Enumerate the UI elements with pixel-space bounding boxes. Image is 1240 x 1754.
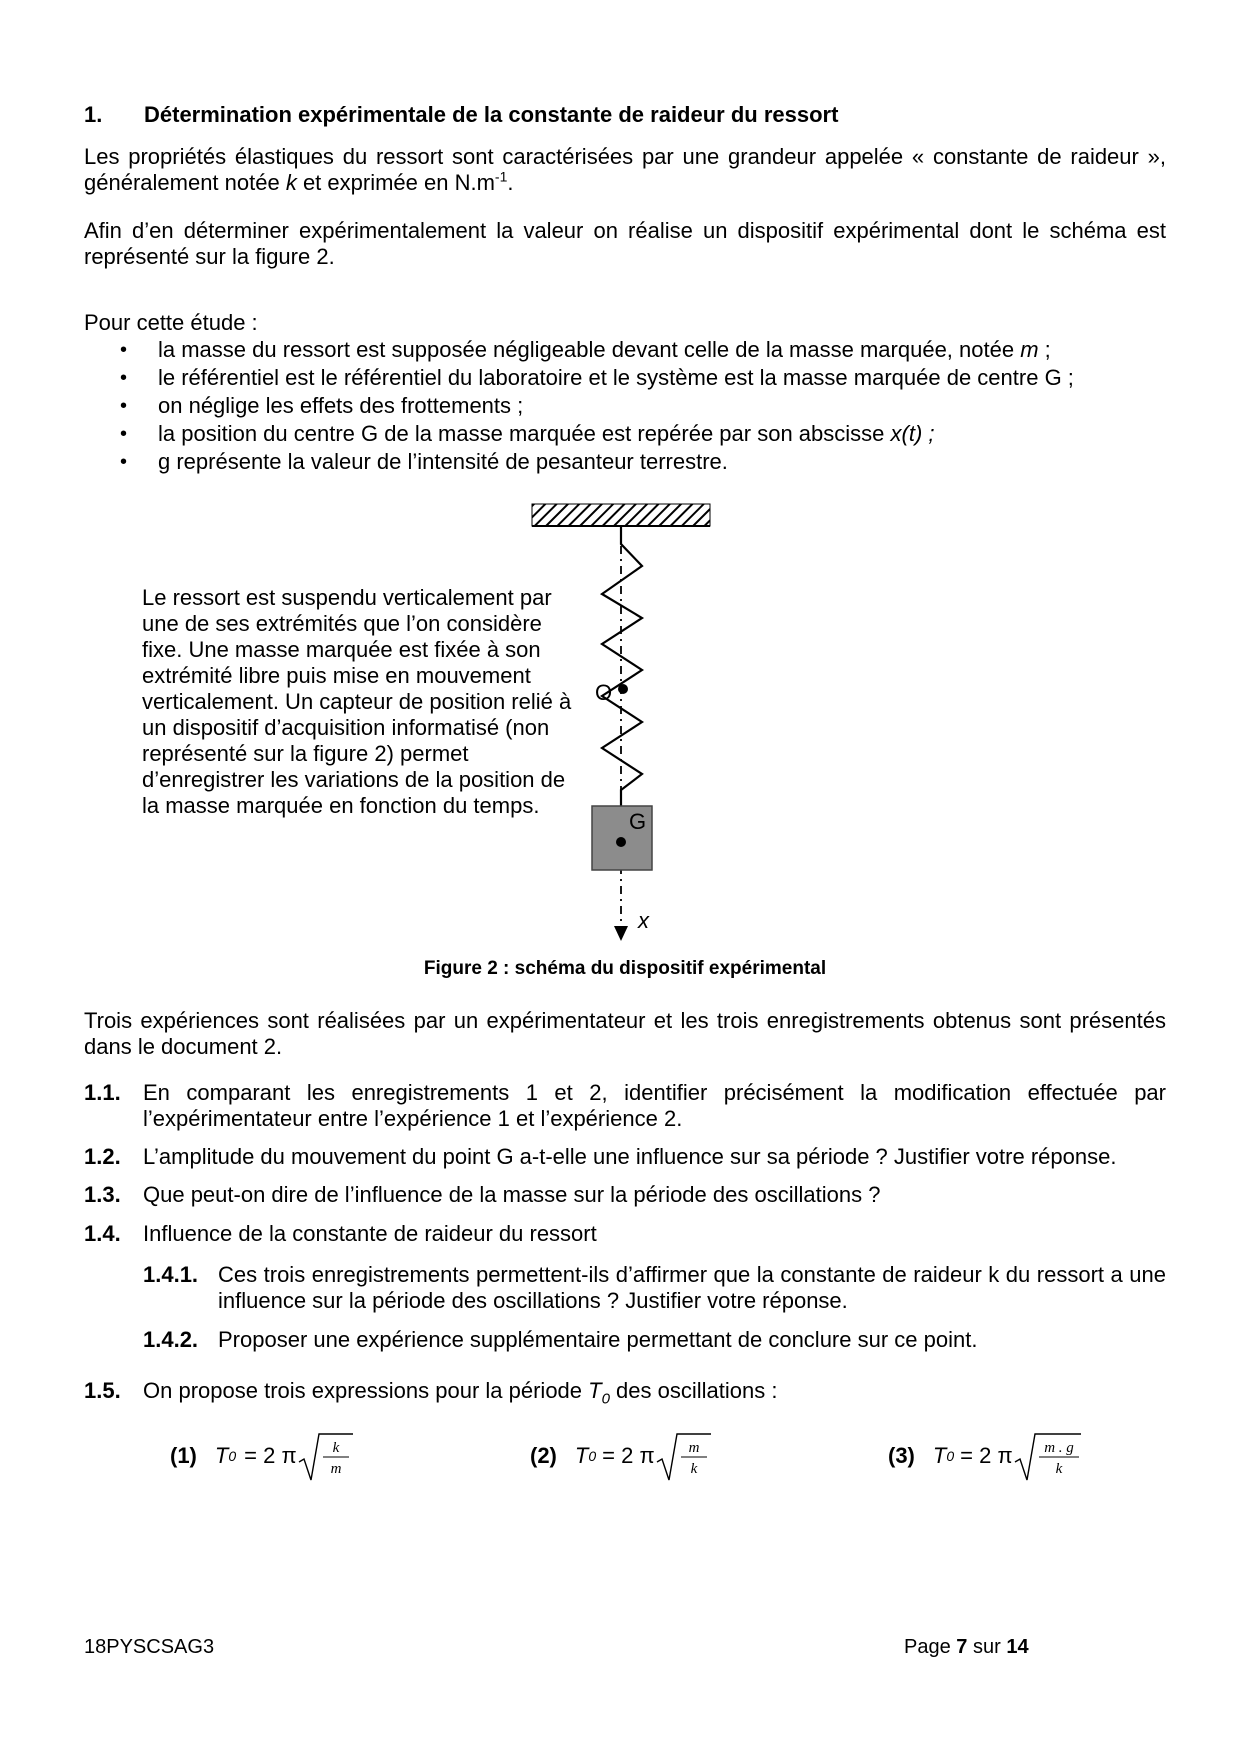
section-title-text: Détermination expérimentale de la constante de raideur du ressort xyxy=(144,102,839,127)
formula-label: (2) xyxy=(530,1443,557,1468)
formula-label: (1) xyxy=(170,1443,197,1468)
formula-sub: 0 xyxy=(228,1448,237,1464)
list-item: • la position du centre G de la masse marquée est repérée par son abscisse x(t) ; xyxy=(120,420,1180,448)
sqrt-fraction xyxy=(1013,1428,1083,1484)
svg-text:m: m xyxy=(330,1461,342,1477)
list-item: • la masse du ressort est supposée négligeable devant celle de la masse marquée, notée m ; xyxy=(120,336,1180,364)
question-text: Que peut-on dire de l’influence de la masse sur la période des oscillations ? xyxy=(143,1182,881,1207)
question-1-4-1 xyxy=(143,1262,1166,1314)
intro-text: Les propriétés élastiques du ressort sont caractérisées par une grandeur appelée « constante de raideur », généralement notée xyxy=(84,144,1166,195)
spring xyxy=(602,526,642,806)
assumptions-list xyxy=(120,336,1180,476)
question-1-4 xyxy=(84,1221,1166,1247)
svg-text:m . g: m . g xyxy=(1043,1440,1074,1456)
question-number: 1.2. xyxy=(84,1144,121,1169)
list-item: • on néglige les effets des frottements ; xyxy=(120,392,1180,420)
formula-sub: 0 xyxy=(588,1448,597,1464)
sqrt-fraction xyxy=(297,1428,355,1484)
document-code: 18PYSCSAG3 xyxy=(84,1636,215,1658)
intro-end: . xyxy=(507,170,514,195)
intro-paragraph-1 xyxy=(84,144,1166,196)
list-item: • g représente la valeur de l’intensité de pesanteur terrestre. xyxy=(120,448,1180,476)
formula-eq: = 2 π xyxy=(602,1443,655,1468)
formula-lhs: T xyxy=(932,1443,947,1468)
question-text: En comparant les enregistrements 1 et 2, identifier précisément la modification effectuée par l’expérimentateur entre l’expérience 1 et l’expérience 2. xyxy=(143,1080,1166,1131)
svg-text:k: k xyxy=(690,1461,697,1477)
question-text: On propose trois expressions pour la période $T_0$ des oscillations : xyxy=(143,1378,778,1408)
k-variable: k xyxy=(285,170,297,195)
intro-paragraph-3: Pour cette étude : xyxy=(84,310,258,335)
formula-label: (3) xyxy=(888,1443,915,1468)
formula-eq: = 2 π xyxy=(960,1443,1013,1468)
intro-paragraph-2: Afin d’en déterminer expérimentalement la valeur on réalise un dispositif expérimental dont le schéma est représenté sur la figure 2. xyxy=(84,218,1166,269)
formula-eq: = 2 π xyxy=(244,1443,297,1468)
list-item: • le référentiel est le référentiel du laboratoire et le système est la masse marquée de centre G ; xyxy=(120,364,1180,392)
question-text: Ces trois enregistrements permettent-ils d’affirmer que la constante de raideur k du ressort a une influence sur la période des oscillations ? Justifier votre réponse. xyxy=(218,1262,1166,1313)
spring-diagram xyxy=(520,494,740,954)
formula-1 xyxy=(170,1428,355,1484)
question-text: L’amplitude du mouvement du point G a-t-elle une influence sur sa période ? Justifier votre réponse. xyxy=(143,1144,1117,1169)
page-number: Page 7 sur 14 xyxy=(904,1636,1029,1658)
question-number: 1.4.1. xyxy=(143,1262,199,1287)
sqrt-fraction xyxy=(655,1428,713,1484)
question-1-4-2 xyxy=(143,1327,1166,1353)
question-text: Proposer une expérience supplémentaire permettant de conclure sur ce point. xyxy=(218,1327,978,1352)
experiments-intro: Trois expériences sont réalisées par un expérimentateur et les trois enregistrements obtenus sont présentés dans le document 2. xyxy=(84,1008,1166,1059)
section-title xyxy=(84,102,838,128)
question-number: 1.3. xyxy=(84,1182,121,1207)
center-g xyxy=(616,837,626,847)
fixed-support xyxy=(532,504,710,526)
question-1-2 xyxy=(84,1144,1166,1170)
svg-text:k: k xyxy=(1055,1461,1062,1477)
formula-lhs: T xyxy=(214,1443,229,1468)
question-number: 1.1. xyxy=(84,1080,121,1105)
x-axis-arrow xyxy=(614,926,628,941)
label-g: G xyxy=(629,809,647,834)
question-1-3 xyxy=(84,1182,1166,1208)
question-1-5 xyxy=(84,1378,1166,1412)
question-number: 1.4.2. xyxy=(143,1327,199,1352)
question-text: Influence de la constante de raideur du ressort xyxy=(143,1221,597,1246)
question-number: 1.4. xyxy=(84,1221,121,1246)
svg-text:k: k xyxy=(332,1440,339,1456)
unit-exponent: -1 xyxy=(494,168,508,185)
svg-text:m: m xyxy=(688,1440,700,1456)
point-o xyxy=(618,684,628,694)
formula-lhs: T xyxy=(574,1443,589,1468)
question-number: 1.5. xyxy=(84,1378,121,1403)
label-o: O xyxy=(595,680,613,705)
section-number: 1. xyxy=(84,102,103,127)
question-1-1 xyxy=(84,1080,1166,1132)
formula-3 xyxy=(888,1428,1083,1484)
formula-2 xyxy=(530,1428,713,1484)
figure-description: Le ressort est suspendu verticalement par une de ses extrémités que l’on considère fixe. Une masse marquée est fixée à son extrémité libre puis mise en mouvement verticalement. Un capteur de position relié à un dispositif d’acquisition informatisé (non représenté sur la figure 2) permet d’enregistrer les variations de la position de la masse marquée en fonction du temps. xyxy=(142,585,572,818)
formula-sub: 0 xyxy=(946,1448,955,1464)
intro-unit-text: et exprimée en N.m xyxy=(296,170,495,195)
figure-caption: Figure 2 : schéma du dispositif expérimental xyxy=(423,958,827,979)
label-x: x xyxy=(638,908,649,933)
